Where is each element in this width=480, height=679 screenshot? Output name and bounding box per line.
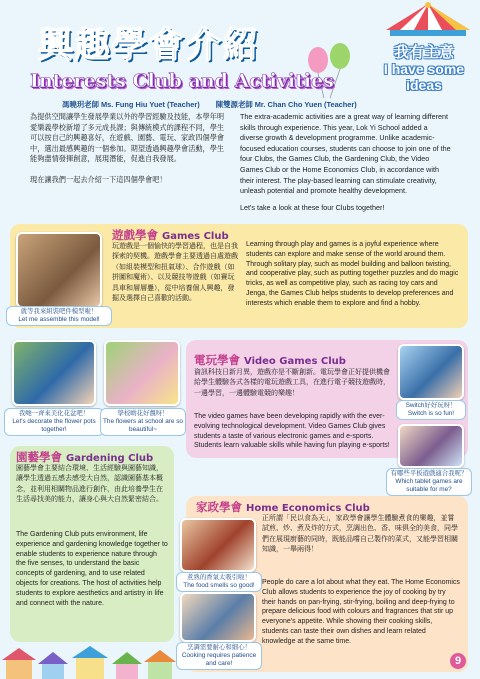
video-games-heading: 電玩學會 Video Games Club xyxy=(194,355,346,367)
houses-illustration xyxy=(0,646,180,679)
intro-en: The extra-academic activities are a great way of learning different skills through experience. This year, Lok Yi School added a diverse growth & development programme. Unlike academic-focused education courses, students can choose to join one of the four Clubs, the Games Club, the Gardening Club, the Video Games Club or the Home Economics Club, in accordance with their interest. The play-based learning can stimulate creativity, unleash potential and promote healthy development. Let's take a look at these four Clubs together! xyxy=(240,112,451,212)
gardening-text-cn: 園藝學會主要結合環境、生活經驗與園藝知識，讓學生透過五感去感受大自然，認識園藝基本概念，並利用相關物品進行創作，由此培養學生在生活尋找美的能力，讓身心與大自然緊密結合。 xyxy=(16,465,163,504)
flower-pot-photo xyxy=(12,340,96,406)
gardening-heading: 園藝學會 Gardening Club xyxy=(16,452,154,464)
games-photo xyxy=(16,232,102,308)
tablet-photo-caption: 有哪些平板遊戲適合我呢？ Which tablet games are suitable for me? xyxy=(386,468,472,496)
cooking-photo-1-caption: 煮熟的香氣太吸引啦！ The food smells so good! xyxy=(176,572,262,592)
page-title-en: Interests Club and Activities xyxy=(30,70,334,92)
carnival-tent-illustration xyxy=(382,2,474,44)
tagline xyxy=(372,44,476,93)
cooking-photo-2 xyxy=(180,592,256,642)
author-2: 陳雙源老師 Mr. Chan Cho Yuen (Teacher) xyxy=(215,100,357,109)
games-photo-caption: 就等我來組裝吧件模型啦！ Let me assemble this model! xyxy=(6,306,112,326)
tablet-photo xyxy=(398,424,464,468)
flower-pot-photo-caption: 我哋一齊來美化花盆吧！ Let's decorate the flower pots together! xyxy=(4,408,104,436)
video-games-text-cn: 資訊科技日新月異，遊戲亦是不斷創新。電玩學會正好提供機會給學生體驗各式各樣的電玩遊戲工具，在進行電子競技遊戲時，一邊學習，一邊體驗電競的樂趣！ xyxy=(194,369,390,397)
switch-photo-caption: Switch好好玩呀！ Switch is so fun! xyxy=(396,400,466,420)
games-club-heading: 遊戲學會 Games Club xyxy=(112,230,229,242)
tagline-en: I have some ideas xyxy=(383,61,465,93)
author-1: 馮曉玥老師 Ms. Fung Hiu Yuet (Teacher) xyxy=(62,100,200,109)
home-economics-heading: 家政學會 Home Economics Club xyxy=(196,502,370,514)
cooking-photo-2-caption: 烹調需要耐心和細心！ Cooking requires patience and care! xyxy=(176,642,262,670)
cooking-photo-1 xyxy=(180,518,256,572)
school-flowers-photo xyxy=(104,340,180,406)
school-flowers-photo-caption: 學校啲花好靚呀！ The flowers at school are so beautiful~ xyxy=(100,408,186,436)
video-games-text-en: The video games have been developing rapidly with the ever-evolving technological development. Video Games Club gives students a taste of various electronic games and e-sports. Students learn valuable skills while having fun playing e-sports! xyxy=(194,413,390,450)
tagline-cn: 我有主意 xyxy=(393,44,454,61)
page-title-cn: 興趣學會介紹 xyxy=(38,26,261,66)
page-number: 9 xyxy=(450,653,466,669)
home-economics-text-en: People do care a lot about what they eat. The Home Economics Club allows students to experience the joy of cooking by try their hands on pan-frying, stir-frying, boiling and deep-frying to prepare delicious food with colours and fragrances that stir up everyone's appetite. While showing their cooking skills, students can taste their own dishes and learn related knowledge at the same time. xyxy=(262,579,460,645)
games-text-cn: 玩遊戲是一個愉快的學習過程，也是自我探索的契機。遊戲學會主要透過自處遊戲（如組裝模型和扭氣球）、合作遊戲（如拼圖和魔術）、以及競技等遊戲（如賽玩具車和層層疊），從中培養個人興趣，發掘及選擇自己喜歡的活動。 xyxy=(112,243,238,303)
intro-cn: 為提供空間讓學生發展學業以外的學習經驗及技能，本學年明愛樂義學校新增了多元成長課；與傳統模式的課程不同，學生可以按自己的興趣喜好，在遊戲、園藝、電玩、家政四個學會中，選出最感興趣的一個參加。期望透過興趣學會活動，學生能夠盡情發揮創意，展現潛能，促進自我發展。 現在讓我們一起去介紹一下這四個學會吧！ xyxy=(30,112,225,184)
switch-photo xyxy=(398,344,464,400)
games-text-en: Learning through play and games is a joyful experience where students can explore and make sense of the world around them. Through solitary play, such as model building and balloon twisting, and cooperative play, such as putting together puzzles and do magic tricks, as well as competitive play, such as racing toy cars and Jenga, the Games Club helps students to develop preferences and interests which enable them to explore and find a hobby. xyxy=(246,241,459,307)
home-economics-text-cn: 正所謂「民以食為天」，家政學會讓學生體驗煮食的樂趣，並嘗試煎、炒、煮及炸的方式，烹調出色、香、味俱全的美食，同學們在展現廚藝的同時，既能品嚐自己製作的菜式，又能學習相關知識，一舉兩得！ xyxy=(262,515,458,554)
gardening-text-en: The Gardening Club puts environment, life experience and gardening knowledge together to enable students to experience nature through the five senses, to understand the basic concepts of gardening, and to use related objects for creations. The host of activities help students to explore aesthetics and artistry in life and connect with the nature. xyxy=(16,531,168,607)
authors-line xyxy=(62,99,371,110)
